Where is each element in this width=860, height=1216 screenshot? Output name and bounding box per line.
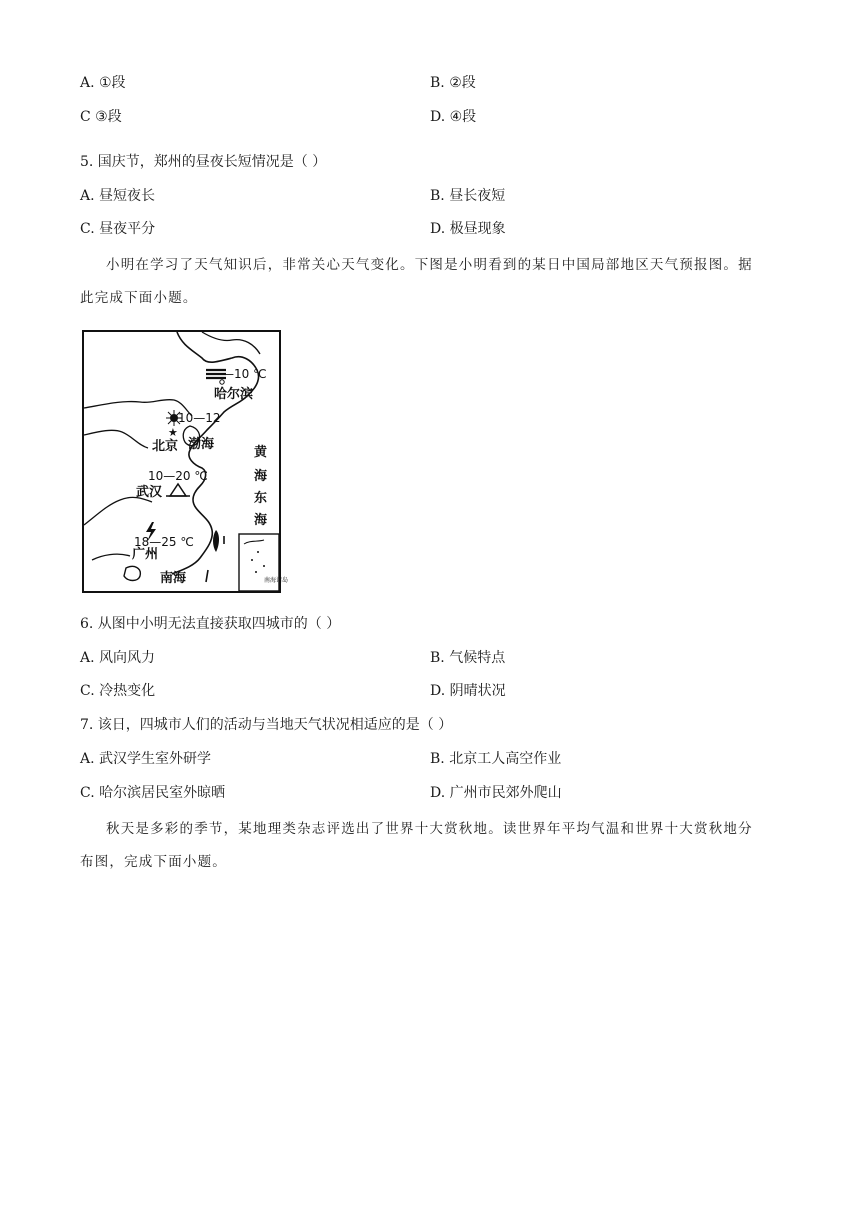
q6-option-d: D. 阴晴状况 <box>430 683 506 699</box>
bohai-label: 渤海 <box>188 437 215 452</box>
q6-option-a: A. 风向风力 <box>80 650 156 666</box>
inset-label: 南海诸岛 <box>264 577 289 584</box>
weather-forecast-map <box>82 330 289 594</box>
q6-stem: 6. 从图中小明无法直接获取四城市的（ ） <box>80 616 341 632</box>
q5-option-c: C. 昼夜平分 <box>80 221 156 237</box>
q5-option-b: B. 昼长夜短 <box>430 188 506 204</box>
yellow-sea-label-1: 黄 <box>254 445 268 460</box>
intro2-line-1: 秋天是多彩的季节，某地理类杂志评选出了世界十大赏秋地。读世界年平均气温和世界十大赏秋地分 <box>106 821 753 837</box>
wuhan-label: 武汉 <box>136 485 163 500</box>
harbin-temperature: —10 ℃ <box>222 367 267 381</box>
q4-option-c: C ③段 <box>80 109 122 125</box>
south-china-sea-label: 南海 <box>160 571 187 586</box>
q7-option-a: A. 武汉学生室外研学 <box>80 751 212 767</box>
beijing-label: 北京 <box>152 439 179 454</box>
q5-stem: 5. 国庆节，郑州的昼夜长短情况是（ ） <box>80 154 327 170</box>
harbin-label: 哈尔滨 <box>214 387 254 402</box>
east-sea-label-2: 海 <box>254 513 268 528</box>
intro-line-2: 此完成下面小题。 <box>80 290 198 306</box>
q7-option-b: B. 北京工人高空作业 <box>430 751 562 767</box>
q7-stem: 7. 该日，四城市人们的活动与当地天气状况相适应的是（ ） <box>80 717 453 733</box>
capital-star-icon: ★ <box>168 426 178 439</box>
q5-option-a: A. 昼短夜长 <box>80 188 156 204</box>
q7-option-d: D. 广州市民郊外爬山 <box>430 785 562 801</box>
q6-option-c: C. 冷热变化 <box>80 683 156 699</box>
intro2-line-2: 布图，完成下面小题。 <box>80 854 227 870</box>
guangzhou-label: 广州 <box>132 547 159 562</box>
q4-option-d: D. ④段 <box>430 109 477 125</box>
q6-option-b: B. 气候特点 <box>430 650 506 666</box>
beijing-temperature: 10—12 <box>178 411 221 425</box>
wuhan-temperature: 10—20 ℃ <box>148 469 208 483</box>
q4-option-b: B. ②段 <box>430 75 476 91</box>
east-sea-label-1: 东 <box>254 491 268 506</box>
q5-option-d: D. 极昼现象 <box>430 221 506 237</box>
intro-line-1: 小明在学习了天气知识后，非常关心天气变化。下图是小明看到的某日中国局部地区天气预报图。据 <box>106 257 753 273</box>
yellow-sea-label-2: 海 <box>254 469 268 484</box>
q7-option-c: C. 哈尔滨居民室外晾晒 <box>80 785 226 801</box>
q4-option-a: A. ①段 <box>80 75 126 91</box>
guangzhou-temperature: 18—25 ℃ <box>134 535 194 549</box>
